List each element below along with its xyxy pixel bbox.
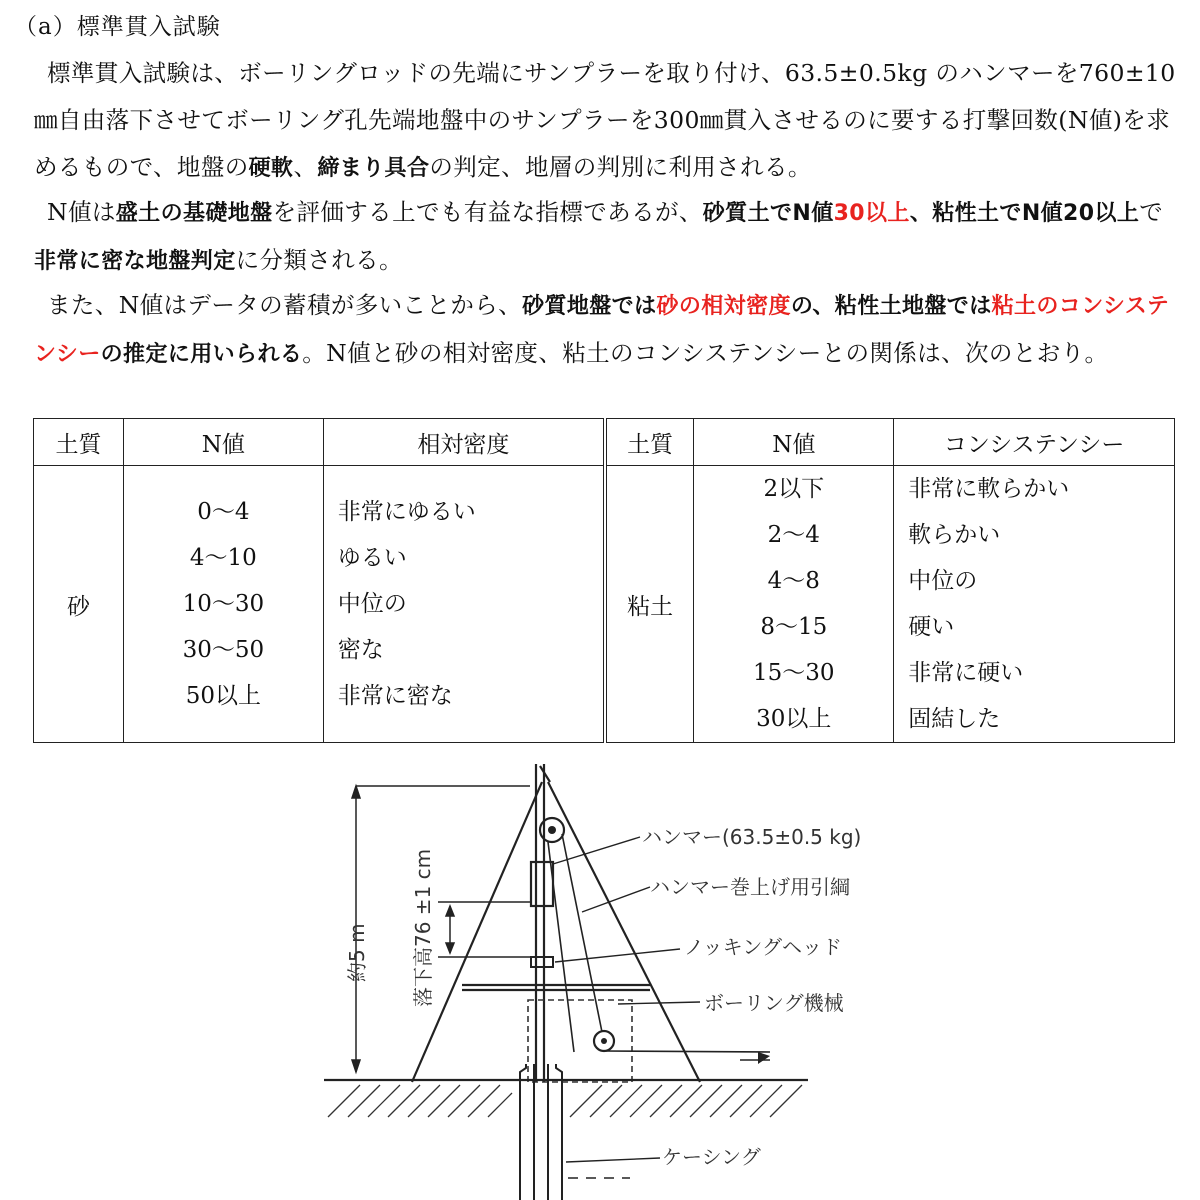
ground-surface	[324, 1080, 808, 1117]
height-dimension	[352, 786, 530, 1072]
header-soil-sand: 土質	[34, 419, 124, 466]
casing-label: ケーシング	[662, 1145, 761, 1169]
sand-density-values	[323, 466, 605, 743]
list-item: ゆるい	[337, 545, 407, 571]
casing	[520, 1064, 630, 1200]
paragraph-3: また、N値はデータの蓄積が多いことから、砂質地盤では砂の相対密度の、粘性土地盤では粘土のコンシステンシーの推定に用いられる。N値と砂の相対密度、粘土のコンシステンシーとの関係は、次のとおり。	[34, 291, 1170, 367]
knocking-head	[531, 957, 553, 967]
hammer	[531, 862, 553, 906]
list-item: 4〜10	[189, 545, 257, 571]
list-item: 30以上	[756, 706, 832, 732]
list-item: 2〜4	[767, 522, 820, 548]
list-item: 30〜50	[182, 637, 265, 663]
knocking-head-label: ノッキングヘッド	[684, 935, 842, 959]
clay-consistency-values	[894, 466, 1175, 743]
list-item: 0〜4	[197, 499, 250, 525]
list-item: 硬い	[908, 614, 955, 640]
header-n-value-sand: N値	[123, 419, 323, 466]
table-header-row	[34, 419, 1175, 466]
header-relative-density: 相対密度	[323, 419, 605, 466]
clay-n-values	[694, 466, 894, 743]
list-item: 非常に密な	[337, 683, 453, 709]
sand-n-values	[123, 466, 323, 743]
paragraph-2: N値は盛土の基礎地盤を評価する上でも有益な指標であるが、砂質土でN値30以上、粘性土でN値20以上で非常に密な地盤判定に分類される。	[34, 198, 1164, 274]
height-label: 約5 m	[345, 923, 369, 982]
paragraph-1: 標準貫入試験は、ボーリングロッドの先端にサンプラーを取り付け、63.5±0.5kg のハンマーを760±10㎜自由落下させてボーリング孔先端地盤中のサンプラーを300㎜貫入させるのに要する打撃回数(N値)を求めるもので、地盤の硬軟、締まり具合の判定、地層の判別に利用される。	[34, 59, 1176, 181]
boring-machine-label: ボーリング機械	[704, 991, 844, 1015]
hammer-rope	[548, 834, 602, 1052]
header-soil-clay: 土質	[605, 419, 694, 466]
n-value-table	[33, 418, 1175, 743]
section-heading: （a）標準貫入試験	[14, 14, 221, 40]
list-item: 50以上	[185, 683, 261, 709]
sand-soil-cell: 砂	[34, 466, 124, 743]
list-item: 非常に硬い	[908, 660, 1024, 686]
header-consistency: コンシステンシー	[894, 419, 1175, 466]
list-item: 非常にゆるい	[337, 499, 476, 525]
tripod-frame	[412, 764, 700, 1082]
list-item: 4〜8	[767, 568, 820, 594]
drop-height-label: 落下高76 ±1 cm	[411, 848, 435, 1007]
hammer-label: ハンマー(63.5±0.5 kg)	[642, 825, 862, 849]
list-item: 中位の	[337, 591, 407, 617]
list-item: 軟らかい	[908, 522, 1001, 548]
list-item: 8〜15	[760, 614, 828, 640]
rope-label: ハンマー巻上げ用引綱	[650, 875, 850, 899]
drop-dimension	[438, 902, 530, 957]
table-body-row	[34, 466, 1175, 743]
list-item: 密な	[337, 637, 384, 663]
list-item: 固結した	[908, 706, 1001, 732]
clay-soil-cell: 粘土	[605, 466, 694, 743]
list-item: 15〜30	[753, 660, 835, 686]
list-item: 2以下	[763, 476, 825, 502]
list-item: 非常に軟らかい	[908, 476, 1070, 502]
list-item: 10〜30	[182, 591, 265, 617]
header-n-value-clay: N値	[694, 419, 894, 466]
spt-apparatus-diagram	[300, 752, 900, 1200]
list-item: 中位の	[908, 568, 978, 594]
